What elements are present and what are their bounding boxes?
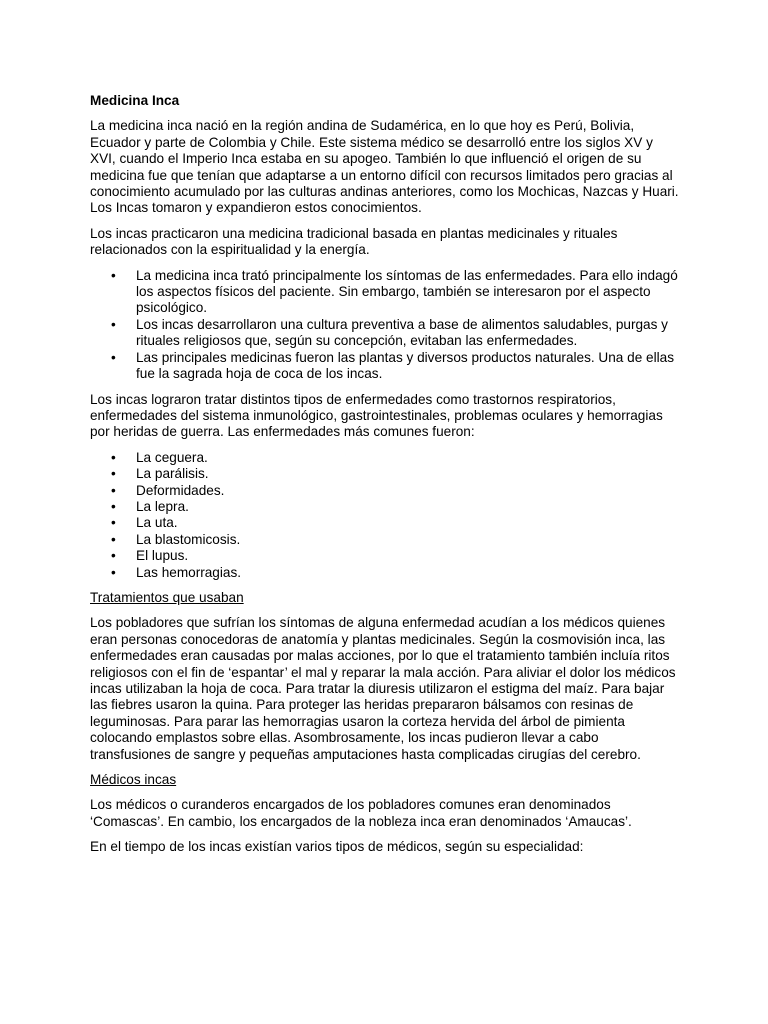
list-item: • Deformidades. — [111, 482, 225, 498]
list-item: • La uta. — [111, 515, 178, 531]
paragraph-healers: Los médicos o curanderos encargados de los pobladores comunes eran denominados ‘Comascas’. En cambio, los encargados de la nobleza inca eran denominados ‘Amaucas’. — [90, 797, 632, 829]
paragraph-specialties: En el tiempo de los incas existían varios tipos de médicos, según su especialidad: — [90, 839, 584, 855]
bullet-list-diseases — [90, 450, 680, 581]
bullet-icon: • — [111, 466, 116, 482]
bullet-icon: • — [111, 349, 116, 365]
paragraph-diseases: Los incas lograron tratar distintos tipos de enfermedades como trastornos respiratorios, enfermedades del sistema inmunológico, gastrointestinales, problemas oculares y hemorragias por heridas de guerra. Las enfermedades más comunes fueron: — [90, 391, 663, 440]
list-item: • Los incas desarrollaron una cultura preventiva a base de alimentos saludables, purgas y rituales religiosos que, según su concepción, evitaban las enfermedades. — [111, 316, 668, 349]
bullet-icon: • — [111, 498, 116, 514]
bullet-icon: • — [111, 316, 116, 332]
paragraph-traditional-medicine: Los incas practicaron una medicina tradicional basada en plantas medicinales y rituales relacionados con la espiritualidad y la energía. — [90, 225, 618, 258]
bullet-list-characteristics — [90, 268, 680, 383]
bullet-icon: • — [111, 267, 116, 283]
bullet-icon: • — [111, 564, 116, 580]
bullet-icon: • — [111, 531, 116, 547]
bullet-icon: • — [111, 515, 116, 531]
list-item: • La medicina inca trató principalmente los síntomas de las enfermedades. Para ello indagó los aspectos físicos del paciente. Sin embargo, también se interesaron por el aspecto psicológico. — [111, 267, 678, 316]
list-item: • La ceguera. — [111, 449, 208, 465]
bullet-icon: • — [111, 482, 116, 498]
paragraph-origin: La medicina inca nació en la región andina de Sudamérica, en lo que hoy es Perú, Bolivia, Ecuador y parte de Colombia y Chile. Este sistema médico se desarrolló entre los siglos XV y XVI, cuando el Imperio Inca estaba en su apogeo. También lo que influenció el origen de su medicina fue que tenían que adaptarse a un entorno difícil con recursos limitados pero gracias al conocimiento acumulado por las culturas andinas anteriores, como los Mochicas, Nazcas y Huari. Los Incas tomaron y expandieron estos conocimientos. — [90, 118, 679, 216]
bullet-icon: • — [111, 548, 116, 564]
list-item: • La blastomicosis. — [111, 531, 241, 547]
list-item: • La parálisis. — [111, 466, 209, 482]
paragraph-treatments: Los pobladores que sufrían los síntomas de alguna enfermedad acudían a los médicos quienes eran personas conocedoras de anatomía y plantas medicinales. Según la cosmovisión inca, las enfermedades eran causadas por malas acciones, por lo que el tratamiento también incluía ritos religiosos con el fin de ‘espantar’ el mal y reparar la mala acción. Para aliviar el dolor los médicos incas utilizaban la hoja de coca. Para tratar la diuresis utilizaron el estigma del maíz. Para bajar las fiebres usaron la quina. Para proteger las heridas prepararon bálsamos con resinas de leguminosas. Para parar las hemorragias usaron la corteza hervida del árbol de pimienta colocando emplastos sobre ellas. Asombrosamente, los incas pudieron llevar a cabo transfusiones de sangre y pequeñas amputaciones hasta complicadas cirugías del cerebro. — [90, 615, 676, 762]
bullet-icon: • — [111, 449, 116, 465]
list-item: • Las hemorragias. — [111, 564, 242, 580]
list-item: • El lupus. — [111, 548, 189, 564]
heading-tratamientos: Tratamientos que usaban — [90, 589, 244, 605]
list-item: • La lepra. — [111, 498, 189, 514]
document-page — [90, 93, 680, 865]
heading-medicos: Médicos incas — [90, 772, 177, 788]
list-item: • Las principales medicinas fueron las plantas y diversos productos naturales. Una de ellas fue la sagrada hoja de coca de los incas. — [111, 349, 675, 382]
document-title: Medicina Inca — [90, 93, 180, 108]
